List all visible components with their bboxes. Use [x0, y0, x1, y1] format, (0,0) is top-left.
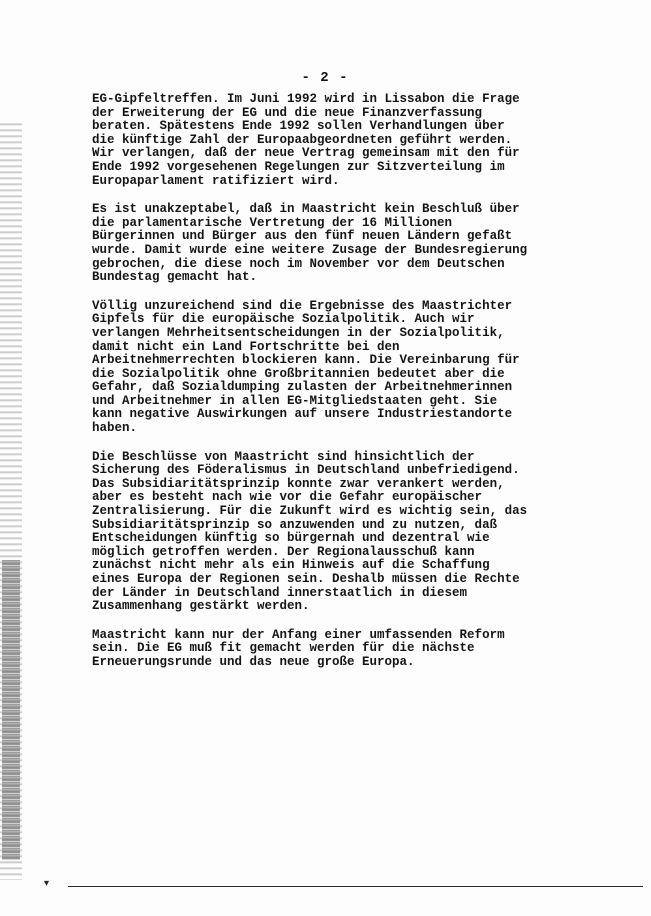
bullet-mark-icon: ▾ — [44, 878, 50, 889]
paragraph-parliamentary-representation: Es ist unakzeptabel, daß in Maastricht kein Beschluß über die parlamentarische Vertretung der 16 Millionen Bürgerinnen und Bürger aus den fünf neuen Ländern gefaßt wurde. Damit wurde eine weitere Zusage der Bundesregierung gebrochen, die diese noch im November vor dem Deutschen Bundestag gemacht hat. — [92, 202, 528, 285]
paragraph-eg-summit: EG-Gipfeltreffen. Im Juni 1992 wird in Lissabon die Frage der Erweiterung der EG und die neue Finanzverfassung beraten. Spätestens Ende 1992 sollen Verhandlungen über die künftige Zahl der Europaabgeordneten geführt werden. Wir verlangen, daß der neue Vertrag gemeinsam mit den für Ende 1992 vorgesehenen Regelungen zur Sitzverteilung im Europaparlament ratifiziert wird. — [92, 92, 520, 188]
paragraph-reform: Maastricht kann nur der Anfang einer umfassenden Reform sein. Die EG muß fit gemacht werden für die nächste Erneuerungsrunde und das neue große Europa. — [92, 627, 505, 669]
paragraph-federalism: Die Beschlüsse von Maastricht sind hinsichtlich der Sicherung des Föderalismus in Deutschland unbefriedigend. Das Subsidiaritätsprinzip konnte zwar verankert werden, aber es besteht nach wie vor die Gefahr europäischer Zentralisierung. Für die Zukunft wird es wichtig sein, das Subsidiaritätsprinzip so anzuwenden und zu nutzen, daß Entscheidungen künftig so bürgernah und dezentral wie möglich getroffen werden. Der Regionalausschuß kann zunächst nicht mehr als ein Hinweis auf die Schaffung eines Europa der Regionen sein. Deshalb müssen die Rechte der Länder in Deutschland innerstaatlich in diesem Zusammenhang gestärkt werden. — [92, 449, 528, 614]
scan-edge-noise — [2, 560, 20, 860]
paragraph-social-policy: Völlig unzureichend sind die Ergebnisse des Maastrichter Gipfels für die europäische Sozialpolitik. Auch wir verlangen Mehrheitsentscheidungen in der Sozialpolitik, damit nicht ein Land Fortschritte bei den Arbeitnehmerrechten blockieren kann. Die Vereinbarung für die Sozialpolitik ohne Großbritannien bedeutet aber die Gefahr, daß Sozialdumping zulasten der Arbeitnehmerinnen und Arbeitnehmer in allen EG-Mitgliedstaaten geht. Sie kann negative Auswirkungen auf unsere Industriestandorte haben. — [92, 298, 520, 436]
footer-rule — [68, 886, 643, 887]
page-number: - 2 - — [301, 70, 349, 86]
body-text — [92, 93, 572, 685]
